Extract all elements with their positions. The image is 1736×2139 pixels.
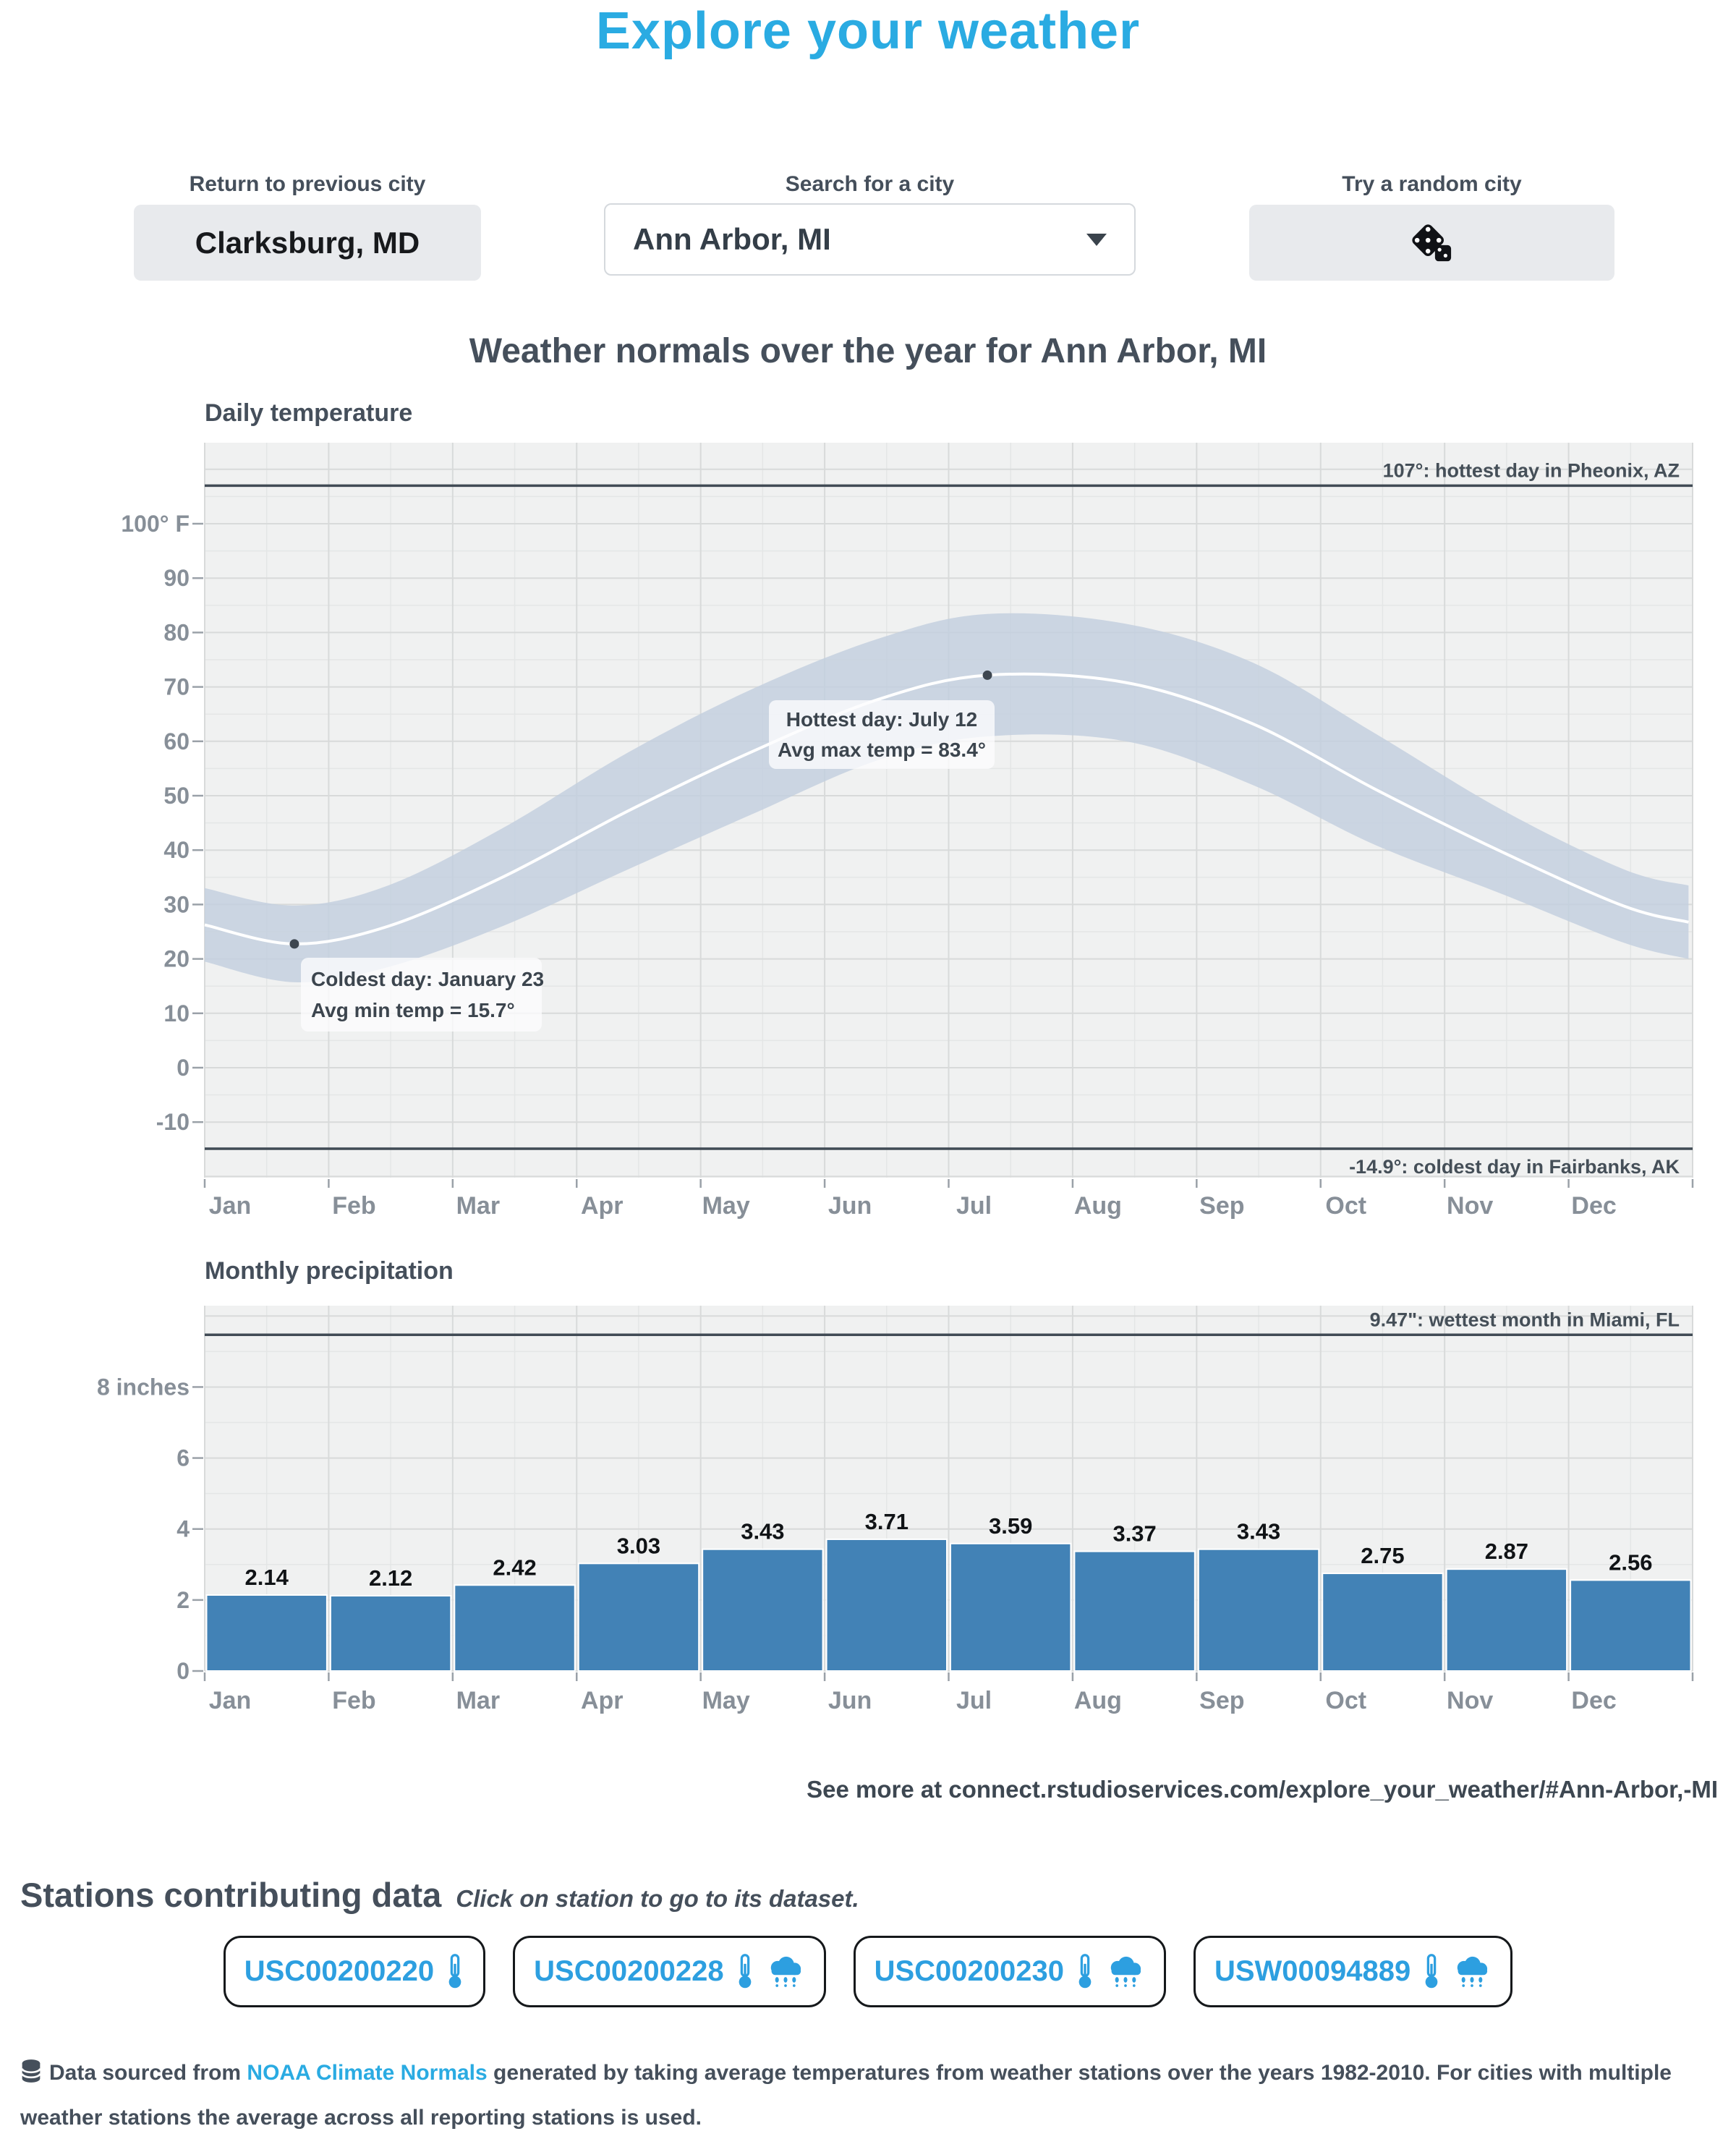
thermometer-icon [736, 1953, 754, 1991]
reference-label: -14.9°: coldest day in Fairbanks, AK [1349, 1156, 1680, 1178]
station-id: USC00200230 [874, 1955, 1064, 1987]
y-axis-tick-label: 50 [163, 783, 190, 809]
month-label: Jun [827, 1687, 872, 1714]
chevron-down-icon [1086, 234, 1107, 246]
extreme-day-point [983, 671, 992, 680]
precip-bar [702, 1549, 822, 1671]
annotation-text: Coldest day: January 23 [311, 968, 545, 990]
rain-cloud-icon [1452, 1956, 1492, 1988]
precip-bar [207, 1595, 327, 1671]
month-label: Jul [956, 1192, 992, 1220]
temperature-chart-title: Daily temperature [205, 399, 413, 427]
month-label: Sep [1199, 1192, 1245, 1220]
random-city-button[interactable] [1249, 205, 1614, 281]
precip-bar [454, 1585, 574, 1671]
precip-bar [1074, 1552, 1194, 1671]
y-axis-tick-label: 80 [163, 619, 190, 646]
precip-bar [1570, 1580, 1690, 1671]
month-label: Sep [1199, 1687, 1245, 1714]
precip-bar [950, 1544, 1071, 1671]
month-label: Mar [456, 1687, 501, 1714]
y-axis-tick-label: 100° F [121, 511, 190, 537]
month-label: Dec [1571, 1687, 1617, 1714]
precip-bar [1322, 1573, 1442, 1671]
month-label: Oct [1325, 1192, 1367, 1220]
search-city-label: Search for a city [785, 172, 955, 196]
y-axis-tick-label: 0 [176, 1055, 190, 1081]
precip-value-label: 3.37 [1112, 1521, 1157, 1547]
month-label: Jun [827, 1192, 872, 1220]
y-axis-tick-label: 8 inches [96, 1374, 190, 1400]
y-axis-tick-label: -10 [156, 1109, 190, 1136]
y-axis-tick-label: 20 [163, 945, 190, 972]
rain-cloud-icon [1106, 1956, 1145, 1988]
stations-list [0, 1936, 1736, 2007]
station-button[interactable] [224, 1936, 485, 2007]
precip-value-label: 2.42 [493, 1555, 537, 1581]
precip-value-label: 3.43 [741, 1518, 785, 1544]
footer-text-prefix: Data sourced from [49, 2061, 247, 2085]
month-label: Apr [580, 1687, 624, 1714]
station-id: USW00094889 [1214, 1955, 1411, 1987]
precip-bar [1447, 1569, 1567, 1671]
month-label: May [702, 1192, 750, 1220]
see-more-link[interactable]: See more at connect.rstudioservices.com/explore_your_weather/#Ann-Arbor,-MI [807, 1776, 1718, 1803]
station-button[interactable] [854, 1936, 1166, 2007]
month-label: Feb [332, 1192, 376, 1220]
previous-city-label: Return to previous city [189, 172, 426, 196]
city-select[interactable] [604, 203, 1136, 276]
y-axis-tick-label: 30 [163, 891, 190, 918]
month-label: Nov [1447, 1687, 1494, 1714]
extreme-day-point [289, 939, 299, 948]
station-button[interactable] [1194, 1936, 1512, 2007]
chart-main-title: Weather normals over the year for Ann Arbor, MI [469, 332, 1267, 370]
station-button[interactable] [513, 1936, 825, 2007]
y-axis-tick-label: 90 [163, 565, 190, 592]
dice-icon [1410, 222, 1455, 264]
noaa-link[interactable]: NOAA Climate Normals [247, 2061, 488, 2085]
database-icon [20, 2057, 42, 2098]
city-select-value: Ann Arbor, MI [633, 222, 831, 256]
precip-value-label: 2.12 [368, 1565, 413, 1591]
month-label: Nov [1447, 1192, 1494, 1220]
footer-note [20, 2053, 1716, 2139]
precip-bar [579, 1563, 699, 1671]
y-axis-tick-label: 2 [176, 1586, 190, 1613]
precip-value-label: 3.03 [616, 1533, 661, 1559]
rain-cloud-icon [766, 1956, 805, 1988]
y-axis-tick-label: 10 [163, 1000, 190, 1026]
precip-value-label: 3.71 [864, 1508, 909, 1534]
month-label: May [702, 1687, 750, 1714]
previous-city-name: Clarksburg, MD [195, 225, 420, 260]
station-id: USC00200228 [534, 1955, 724, 1987]
thermometer-icon [446, 1953, 464, 1991]
month-label: Jul [956, 1687, 992, 1714]
month-label: Feb [332, 1687, 376, 1714]
precip-value-label: 2.56 [1609, 1549, 1653, 1575]
precip-bar [827, 1539, 947, 1671]
y-axis-tick-label: 0 [176, 1658, 190, 1684]
precip-bar [1199, 1549, 1319, 1671]
reference-label: 107°: hottest day in Pheonix, AZ [1382, 459, 1680, 482]
precip-value-label: 3.59 [989, 1513, 1033, 1539]
month-label: Mar [456, 1192, 501, 1220]
annotation-text: Hottest day: July 12 [786, 708, 978, 731]
y-axis-tick-label: 60 [163, 728, 190, 754]
stations-subheading: Click on station to go to its dataset. [456, 1885, 859, 1912]
y-axis-tick-label: 70 [163, 673, 190, 700]
y-axis-tick-label: 6 [176, 1445, 190, 1471]
stations-heading: Stations contributing data [20, 1876, 442, 1914]
station-id: USC00200220 [244, 1955, 435, 1987]
precip-value-label: 3.43 [1236, 1518, 1281, 1544]
footer-text-suffix: generated by taking average temperatures from weather stations over the years 1982-2010. For cities with multiple weather stations the average across all reporting stations is used. [20, 2061, 1672, 2130]
daily-temperature-chart [0, 434, 1736, 1251]
thermometer-icon [1422, 1953, 1441, 1991]
month-label: Jan [208, 1192, 252, 1220]
random-city-label: Try a random city [1342, 172, 1522, 196]
month-label: Aug [1073, 1687, 1122, 1714]
precip-value-label: 2.75 [1361, 1543, 1405, 1569]
month-label: Jan [208, 1687, 252, 1714]
precip-value-label: 2.14 [244, 1564, 289, 1590]
reference-label: 9.47": wettest month in Miami, FL [1369, 1309, 1680, 1331]
y-axis-tick-label: 4 [176, 1515, 190, 1542]
page-title: Explore your weather [595, 2, 1141, 60]
previous-city-button[interactable] [134, 205, 481, 281]
y-axis-tick-label: 40 [163, 837, 190, 864]
thermometer-icon [1076, 1953, 1094, 1991]
annotation-text: Avg max temp = 83.4° [778, 739, 986, 761]
month-label: Dec [1571, 1192, 1617, 1220]
precipitation-chart-title: Monthly precipitation [205, 1257, 454, 1285]
precip-bar [331, 1596, 451, 1671]
monthly-precipitation-chart [0, 1251, 1736, 1743]
month-label: Oct [1325, 1687, 1367, 1714]
month-label: Aug [1073, 1192, 1122, 1220]
annotation-text: Avg min temp = 15.7° [311, 999, 515, 1021]
month-label: Apr [580, 1192, 624, 1220]
precip-value-label: 2.87 [1484, 1539, 1529, 1565]
